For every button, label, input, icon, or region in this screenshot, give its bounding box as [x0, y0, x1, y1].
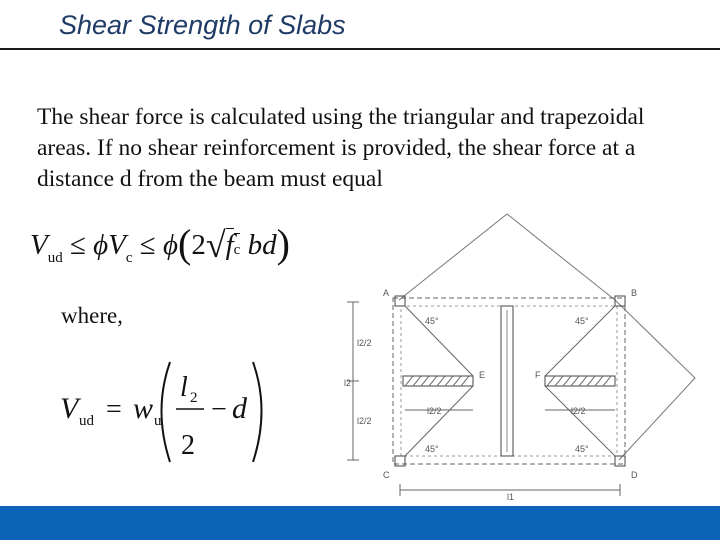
equation-shear-limit: [30, 217, 290, 264]
eq2-w-sub: u: [154, 413, 162, 429]
eq2-num-sub: 2: [190, 390, 198, 406]
eq1-leq-2: ≤: [139, 229, 156, 261]
label-f: F: [535, 370, 541, 380]
angle-tl: 45°: [425, 316, 439, 326]
dim-l2: l2: [344, 378, 352, 388]
equation-vud: [58, 358, 278, 468]
eq1-v: V: [30, 229, 48, 261]
eq2-d: d: [232, 392, 247, 425]
dim-l2-half-mid-right: l2/2: [571, 406, 586, 416]
angle-br: 45°: [575, 444, 589, 454]
eq1-vc: V: [108, 229, 126, 261]
eq2-minus: −: [211, 394, 227, 425]
eq2-right-paren: [253, 362, 262, 462]
diag-bl: [405, 386, 473, 456]
title-divider: [0, 48, 720, 50]
label-a: A: [383, 288, 390, 298]
tributary-diamond: [399, 214, 615, 300]
label-e: E: [479, 370, 486, 380]
eq2-w: w: [133, 392, 154, 425]
eq1-bd: bd: [247, 229, 277, 261]
eq1-phi-2: ϕ: [162, 229, 178, 261]
dim-l2-half-mid-left: l2/2: [427, 406, 442, 416]
eq2-v-sub: ud: [79, 413, 94, 429]
eq2-num-l: l: [180, 372, 188, 403]
eq2-eq: =: [106, 394, 122, 425]
hatch-right: [547, 376, 611, 386]
eq2-den: 2: [181, 430, 195, 461]
diag-tl: [405, 306, 473, 376]
angle-tr: 45°: [575, 316, 589, 326]
eq1-sqrt: √: [205, 225, 226, 265]
slide-title: Shear Strength of Slabs: [59, 10, 346, 40]
eq1-vc-sub: c: [125, 250, 133, 266]
eq1-open-paren: (: [177, 221, 192, 266]
label-c: C: [383, 470, 390, 480]
eq1-v-sub: ud: [47, 250, 63, 266]
eq1-phi-1: ϕ: [93, 229, 109, 261]
where-label: where,: [61, 303, 123, 328]
footer-bar: [0, 506, 720, 540]
dim-l2-half-top: l2/2: [357, 338, 372, 348]
label-d: D: [631, 470, 638, 480]
angle-bl: 45°: [425, 444, 439, 454]
body-paragraph: The shear force is calculated using the triangular and trapezoidal areas. If no shear reinforcement is provided, the shear force at a distance d from the beam must equal: [37, 104, 645, 192]
eq1-close-paren: ): [276, 221, 290, 266]
eq1-leq-1: ≤: [69, 229, 86, 261]
eq2-left-paren: [162, 362, 171, 462]
label-b: B: [631, 288, 638, 298]
tributary-right-edge: [615, 300, 695, 460]
eq1-f-sub: c: [234, 233, 241, 258]
eq1-coef: 2: [191, 229, 206, 261]
slab-load-diagram: [343, 210, 699, 506]
eq1-f: f: [225, 229, 234, 261]
dim-l2-half-bottom: l2/2: [357, 416, 372, 426]
hatch-left: [405, 376, 469, 386]
dim-l1: l1: [507, 492, 515, 502]
eq2-v: V: [60, 392, 79, 425]
